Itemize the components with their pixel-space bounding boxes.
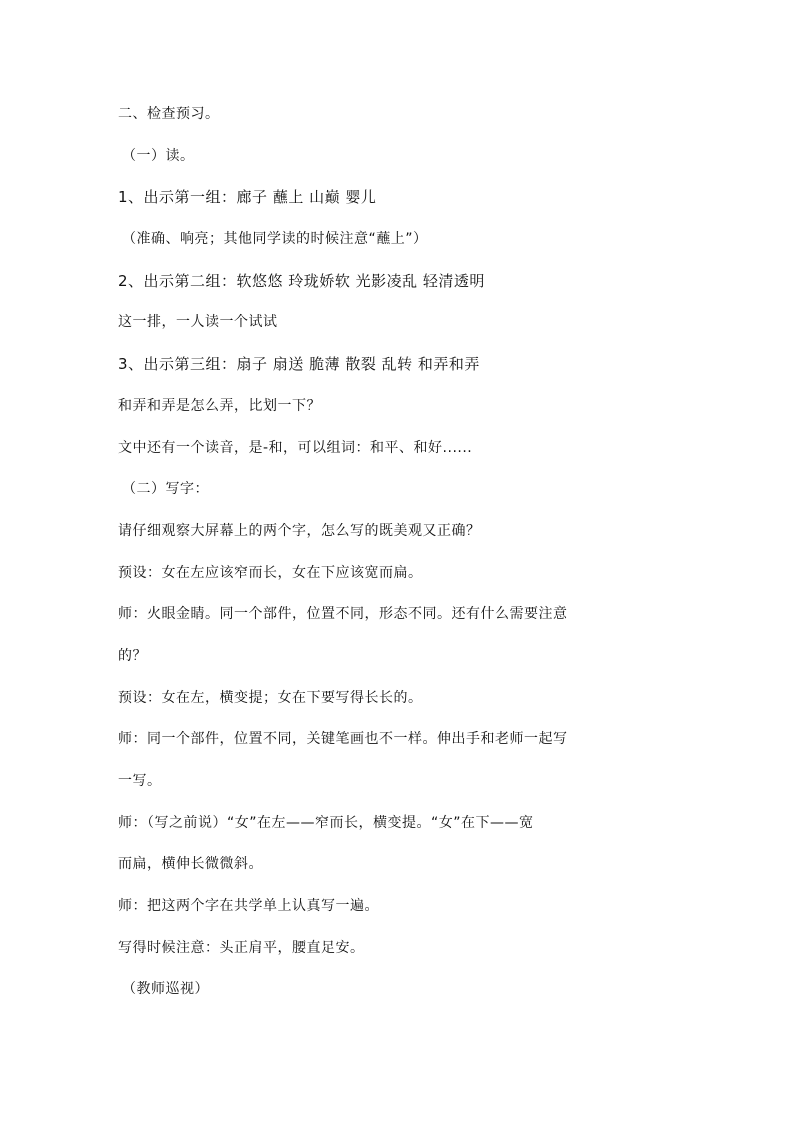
paragraph-gesture-question: 和弄和弄是怎么弄，比划一下？ bbox=[118, 397, 321, 414]
paragraph-observe-question: 请仔细观察大屏幕上的两个字，怎么写的既美观又正确？ bbox=[118, 522, 481, 539]
document-body bbox=[118, 104, 688, 1021]
paragraph-teacher-remark-2a: 师：同一个部件，位置不同，关键笔画也不一样。伸出手和老师一起写 bbox=[118, 731, 568, 748]
paragraph-teacher-remark-3a: 师：（写之前说）“女”在左——窄而长，横变提。“女”在下——宽 bbox=[118, 814, 534, 831]
paragraph-group-three: 3、出示第三组：扇子 扇送 脆薄 散裂 乱转 和弄和弄 bbox=[118, 355, 480, 374]
paragraph-preset-answer-2: 预设：女在左，横变提；女在下要写得长长的。 bbox=[118, 689, 423, 706]
paragraph-preset-answer-1: 预设：女在左应该窄而长，女在下应该宽而扁。 bbox=[118, 564, 423, 581]
paragraph-group-two: 2、出示第二组：软悠悠 玲珑娇软 光影凌乱 轻清透明 bbox=[118, 271, 485, 290]
paragraph-teacher-remark-4: 师：把这两个字在共学单上认真写一遍。 bbox=[118, 898, 379, 915]
paragraph-pronunciation: 文中还有一个读音，是-和，可以组词：和平、和好...... bbox=[118, 439, 473, 456]
subsection-heading-write: （二）写字： bbox=[122, 481, 209, 498]
paragraph-writing-posture: 写得时候注意：头正肩平，腰直足安。 bbox=[118, 939, 365, 956]
paragraph-teacher-patrol: （教师巡视） bbox=[122, 981, 209, 998]
paragraph-group-one: 1、出示第一组：廊子 蘸上 山巅 婴儿 bbox=[118, 188, 377, 207]
paragraph-note-accuracy: （准确、响亮；其他同学读的时候注意“蘸上”） bbox=[122, 231, 428, 248]
paragraph-teacher-remark-2b: 一写。 bbox=[118, 773, 162, 789]
section-heading-check-preview: 二、检查预习。 bbox=[118, 106, 220, 122]
paragraph-teacher-remark-1b: 的？ bbox=[118, 647, 147, 664]
paragraph-read-each: 这一排，一人读一个试试 bbox=[118, 314, 278, 331]
subsection-heading-read: （一）读。 bbox=[122, 147, 195, 164]
paragraph-teacher-remark-1a: 师：火眼金睛。同一个部件，位置不同，形态不同。还有什么需要注意 bbox=[118, 606, 568, 623]
paragraph-teacher-remark-3b: 而扁，横伸长微微斜。 bbox=[118, 856, 263, 873]
